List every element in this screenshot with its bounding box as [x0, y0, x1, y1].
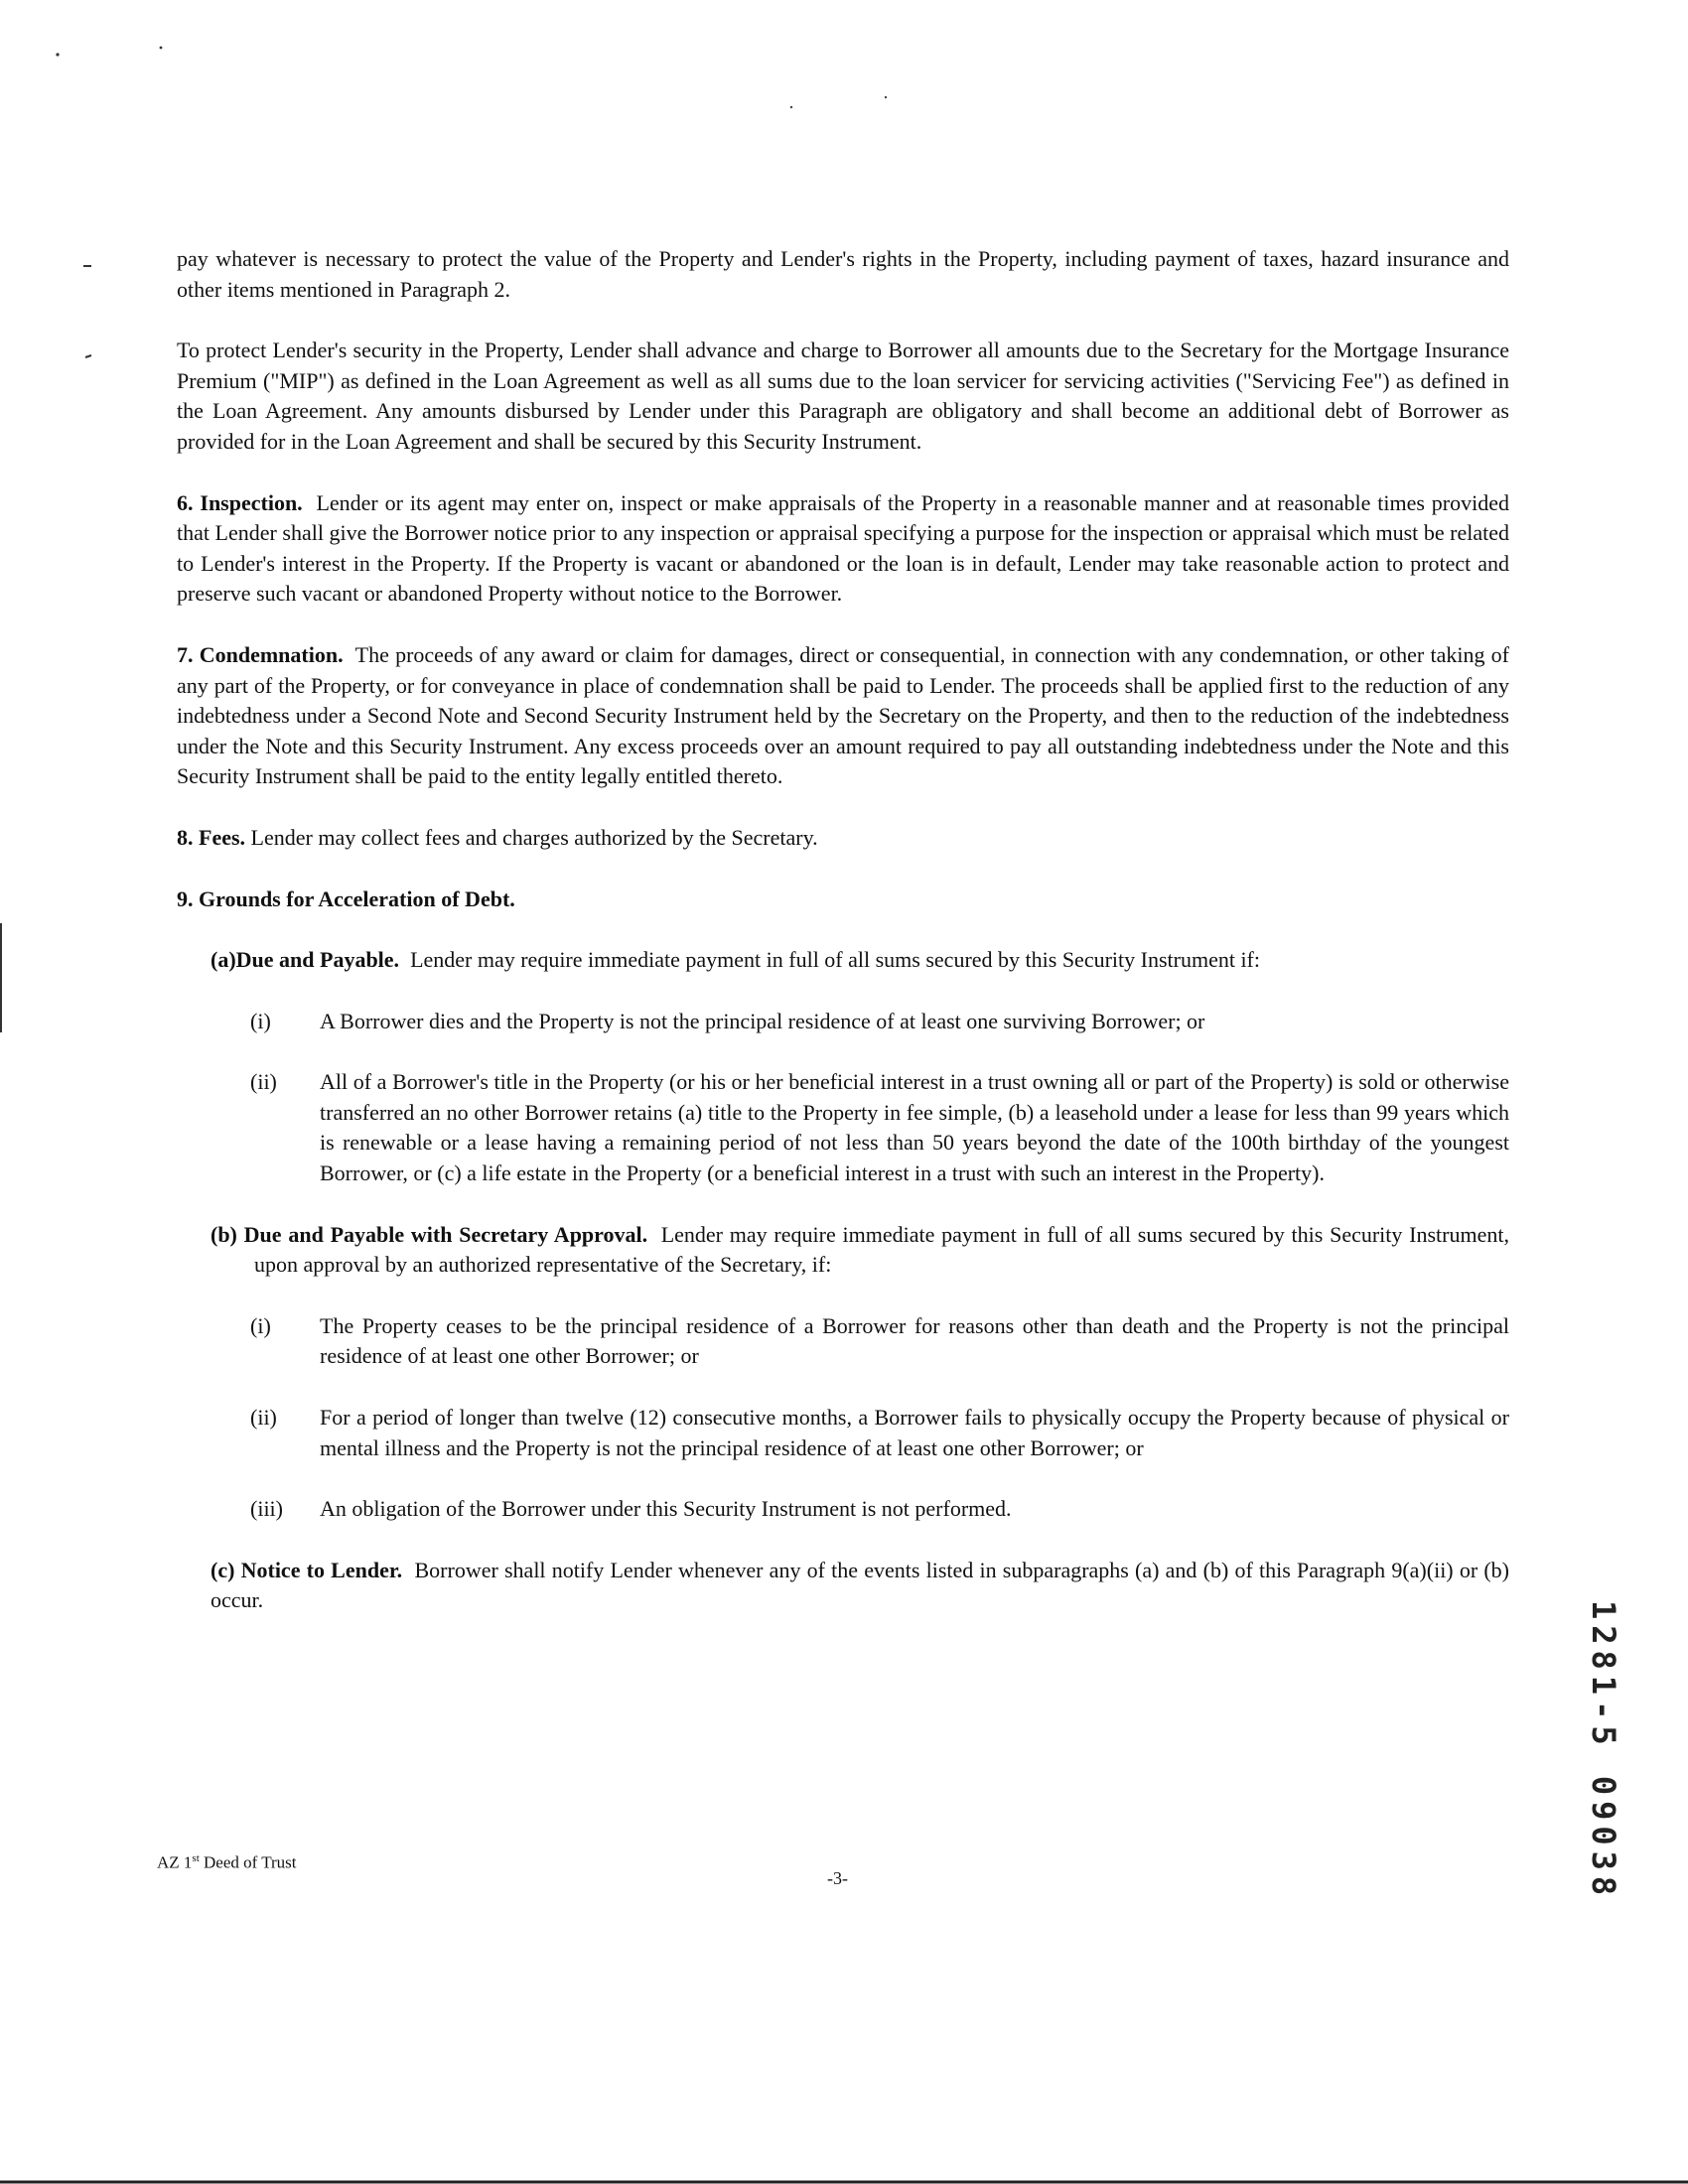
list-item-text: A Borrower dies and the Property is not the principal residence of at least one surviving Borrower; or: [320, 1008, 1205, 1033]
section-8-fees: [177, 823, 1509, 854]
footer-document-title: [157, 1848, 297, 1873]
section-8-heading: 8. Fees.: [177, 824, 246, 850]
list-item-number: (ii): [250, 1405, 277, 1431]
footer-doc-prefix: AZ 1: [157, 1852, 193, 1872]
list-item-text: An obligation of the Borrower under this Security Instrument is not performed.: [320, 1496, 1012, 1522]
section-6-inspection: [177, 488, 1509, 610]
list-item-number: (ii): [250, 1069, 277, 1095]
section-6-heading: 6. Inspection.: [177, 489, 303, 515]
section-9b-body: Lender may require immediate payment in full of all sums secured by this Security Instrument, upon approval by an authorized representative of the Secretary, if:: [254, 1221, 1509, 1278]
section-9b: [211, 1220, 1509, 1281]
section-9c: [211, 1556, 1509, 1616]
section-9c-heading: (c) Notice to Lender.: [211, 1557, 403, 1582]
scan-speck: [160, 47, 163, 50]
paragraph-mip: To protect Lender's security in the Property, Lender shall advance and charge to Borrower all amounts due to the Secretary for the Mortgage Insurance Premium ("MIP") as defined in the Loan Agreement as well as all sums due to the loan servicer for servicing activities ("Servicing Fee") as defined in the Loan Agreement. Any amounts disbursed by Lender under this Paragraph are obligatory and shall become an additional debt of Borrower as provided for in the Loan Agreement and shall be secured by this Security Instrument.: [177, 338, 1509, 454]
list-item-text: The Property ceases to be the principal residence of a Borrower for reasons other than death and the Property is not the principal residence of at least one other Borrower; or: [320, 1312, 1509, 1369]
list-item: [250, 1311, 1509, 1372]
footer-doc-suffix: Deed of Trust: [199, 1852, 297, 1872]
list-item: [250, 1403, 1509, 1463]
recording-stamp: 1281-5 09038: [1585, 1600, 1622, 1902]
footer-doc-sup: st: [192, 1852, 200, 1864]
section-8-body: Lender may collect fees and charges authorized by the Secretary.: [250, 824, 818, 850]
section-7-condemnation: [177, 640, 1509, 792]
list-item: [250, 1494, 1509, 1525]
section-9-heading: 9. Grounds for Acceleration of Debt.: [177, 886, 515, 911]
section-9b-heading: (b) Due and Payable with Secretary Approval.: [211, 1221, 648, 1247]
list-item: [250, 1007, 1509, 1037]
scan-speck: [885, 96, 887, 98]
section-6-body: Lender or its agent may enter on, inspect or make appraisals of the Property in a reasonable manner and at reasonable times provided that Lender shall give the Borrower notice prior to any inspection or appraisal specifying a purpose for the inspection or appraisal which must be related to Lender's interest in the Property. If the Property is vacant or abandoned or the loan is in default, Lender may take reasonable action to protect and preserve such vacant or abandoned Property without notice to the Borrower.: [177, 489, 1510, 607]
paragraph-continuation: pay whatever is necessary to protect the value of the Property and Lender's rights in the Property, including payment of taxes, hazard insurance and other items mentioned in Paragraph 2.: [177, 246, 1509, 302]
list-item-number: (i): [250, 1008, 271, 1033]
section-7-body: The proceeds of any award or claim for damages, direct or consequential, in connection with any condemnation, or other taking of any part of the Property, or for conveyance in place of condemnation shall be paid to Lender. The proceeds shall be applied first to the reduction of any indebtedness under a Second Note and Second Security Instrument held by the Secretary on the Property, and then to the reduction of the indebtedness under the Note and this Security Instrument. Any excess proceeds over an amount required to pay all outstanding indebtedness under the Note and this Security Instrument shall be paid to the entity legally entitled thereto.: [177, 641, 1510, 789]
list-item: [250, 1067, 1509, 1188]
list-item-number: (iii): [250, 1496, 283, 1522]
list-item-text: All of a Borrower's title in the Property (or his or her beneficial interest in a trust owning all or part of the Property) is sold or otherwise transferred an no other Borrower retains (a) title to the Property in fee simple, (b) a leasehold under a lease for less than 99 years which is renewable or a lease having a remaining period of not less than 50 years beyond the date of the 100th birthday of the youngest Borrower, or (c) a life estate in the Property (or a beneficial interest in a trust with such an interest in the Property).: [320, 1069, 1509, 1186]
scan-speck: [790, 106, 792, 108]
scan-mark: [85, 355, 91, 357]
list-item-number: (i): [250, 1312, 271, 1338]
section-7-heading: 7. Condemnation.: [177, 641, 344, 667]
scan-speck: [56, 53, 59, 56]
list-item-text: For a period of longer than twelve (12) consecutive months, a Borrower fails to physically occupy the Property because of physical or mental illness and the Property is not the principal residence of at least one other Borrower; or: [320, 1405, 1509, 1460]
page-number: -3-: [827, 1868, 848, 1888]
section-9a-heading: (a)Due and Payable.: [211, 947, 400, 973]
section-9c-body: Borrower shall notify Lender whenever any of the events listed in subparagraphs (a) and (b) of this Paragraph 9(a)(ii) or (b) occur.: [211, 1557, 1509, 1613]
body-text: [177, 244, 1509, 1647]
section-9a-body: Lender may require immediate payment in full of all sums secured by this Security Instrument if:: [410, 947, 1260, 973]
section-9a: [211, 945, 1509, 976]
